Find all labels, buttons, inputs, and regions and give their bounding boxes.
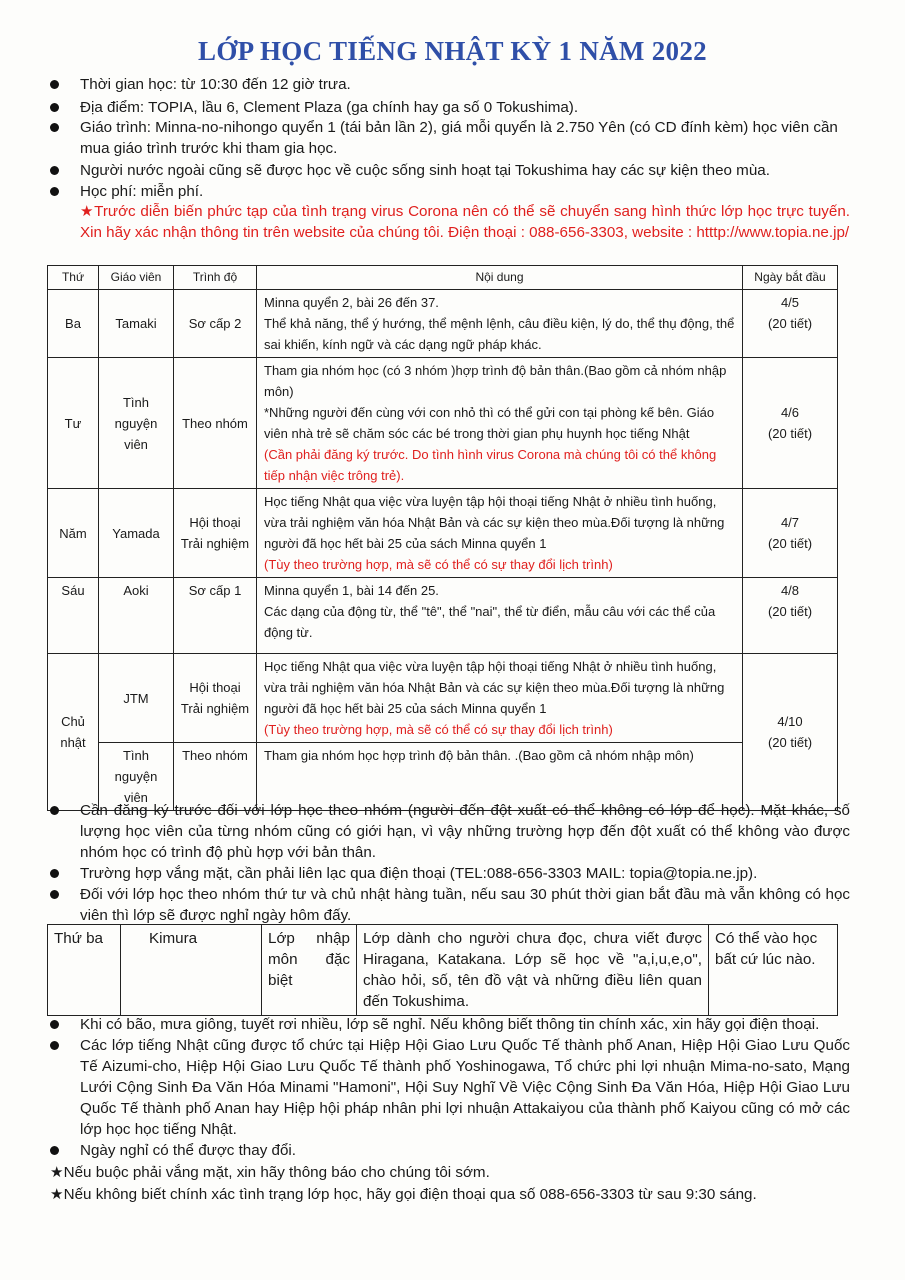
info-location: Địa điểm: TOPIA, lầu 6, Clement Plaza (ga chính hay ga số 0 Tokushima). bbox=[80, 97, 850, 118]
content-warning: (Tùy theo trường hợp, mà sẽ có thể có sự thay đổi lịch trình) bbox=[264, 722, 613, 737]
start-date: 4/5 bbox=[780, 295, 800, 310]
corona-notice: ★Trước diễn biến phức tạp của tình trạng virus Corona nên có thể sẽ chuyển sang hình thức lớp học trực tuyến. Xin hãy xác nhận thông tin trên website của chúng tôi. Điện thoại : 088-656-3303, website : htttp://www.topia.ne.jp/ bbox=[80, 203, 850, 241]
col-header-day: Thứ bbox=[48, 266, 99, 290]
content-cell: Lớp dành cho người chưa đọc, chưa viết được Hiragana, Katakana. Lớp sẽ học về "a,i,u,e,o", chào hỏi, số, tên đồ vật và những điều liên quan đến Tokushima. bbox=[357, 925, 709, 1016]
table-row bbox=[48, 290, 838, 358]
session-count: (20 tiết) bbox=[767, 426, 813, 441]
col-header-level: Trình độ bbox=[174, 266, 257, 290]
level-cell: Theo nhóm bbox=[174, 743, 257, 811]
note-absence: Trường hợp vắng mặt, cần phải liên lạc qua điện thoại (TEL:088-656-3303 MAIL: topia@topia.ne.jp). bbox=[80, 863, 850, 884]
note-holiday-change: Ngày nghỉ có thể được thay đổi. bbox=[80, 1140, 850, 1161]
content-cell bbox=[257, 489, 743, 578]
level-cell: Hội thoại Trải nghiệm bbox=[174, 654, 257, 743]
teacher-cell: JTM bbox=[99, 654, 174, 743]
col-header-teacher: Giáo viên bbox=[99, 266, 174, 290]
content-cell bbox=[257, 290, 743, 358]
note-other-classes: Các lớp tiếng Nhật cũng được tổ chức tại Hiệp Hội Giao Lưu Quốc Tế thành phố Anan, Hiệp Hội Giao Lưu Quốc Tế Aizumi-cho, Hiệp Hội Giao Lưu Quốc Tế thành phố Yoshinogawa, Tổ chức phi lợi nhuận Mima-no-sato, Mạng Lưới Cộng Sinh Đa Văn Hóa Minami "Hamoni", Hội Suy Nghĩ Về Việc Cộng Sinh Đa Văn Hóa, Hiệp Hội Giao Lưu Quốc Tế thành phố Anan hay Hiệp hội pháp nhân phi lợi nhuận Attakaiyou của thành phố Kaiyou cũng có mở các lớp học học tiếng Nhật. bbox=[80, 1037, 850, 1138]
schedule-table bbox=[47, 265, 838, 811]
level-cell: Hội thoại Trải nghiệm bbox=[174, 489, 257, 578]
content-warning: (Tùy theo trường hợp, mà sẽ có thể có sự thay đổi lịch trình) bbox=[264, 557, 613, 572]
table-row bbox=[48, 358, 838, 489]
teacher-cell: Kimura bbox=[121, 925, 262, 1016]
content-text: Tham gia nhóm học (có 3 nhóm )hợp trình độ bản thân.(Bao gồm cả nhóm nhập môn) *Những người đến cùng với con nhỏ thì có thể gửi con tại phòng kế bên. Giáo viên nhà trẻ sẽ chăm sóc các bé trong thời gian phụ huynh học tiếng Nhật bbox=[264, 363, 727, 441]
day-cell: Sáu bbox=[48, 578, 99, 654]
content-text: Minna quyển 1, bài 14 đến 25. Các dạng của động từ, thể "tê", thể "nai", thể từ điển, mẫu câu với các thể của động từ. bbox=[264, 583, 716, 640]
start-cell bbox=[743, 489, 838, 578]
level-cell: Theo nhóm bbox=[174, 358, 257, 489]
teacher-cell: Tình nguyện viên bbox=[99, 743, 174, 811]
info-time: Thời gian học: từ 10:30 đến 12 giờ trưa. bbox=[80, 74, 850, 95]
table-row bbox=[48, 654, 838, 743]
day-cell: Năm bbox=[48, 489, 99, 578]
info-textbook: Giáo trình: Minna-no-nihongo quyển 1 (tái bản lần 2), giá mỗi quyển là 2.750 Yên (có CD đính kèm) học viên cần mua giáo trình trước khi tham gia học. bbox=[80, 117, 850, 159]
note-cell: Có thể vào học bất cứ lúc nào. bbox=[709, 925, 838, 1016]
day-cell: Tư bbox=[48, 358, 99, 489]
start-date: 4/7 bbox=[780, 515, 800, 530]
start-date: 4/6 bbox=[780, 405, 800, 420]
col-header-start: Ngày bắt đầu bbox=[743, 266, 838, 290]
content-text: Minna quyển 2, bài 26 đến 37. Thể khả năng, thể ý hướng, thể mệnh lệnh, câu điều kiện, lý do, thể thụ động, thể sai khiến, kính ngữ và các dạng ngữ pháp khác. bbox=[264, 295, 735, 352]
teacher-cell: Yamada bbox=[99, 489, 174, 578]
note-cancel: Đối với lớp học theo nhóm thứ tư và chủ nhật hàng tuần, nếu sau 30 phút thời gian bắt đầu mà vẫn không có học viên thì lớp sẽ được nghỉ ngày hôm đấy. bbox=[80, 886, 850, 924]
note-registration: Cần đăng ký trước đối với lớp học theo nhóm (người đến đột xuất có thể không có lớp để học). Mặt khác, số lượng học viên của từng nhóm cũng có giới hạn, vì vậy những trường hợp đến đột xuất có thể không vào được nhóm học có trình độ phù hợp với bản thân. bbox=[80, 802, 850, 861]
info-culture: Người nước ngoài cũng sẽ được học về cuộc sống sinh hoạt tại Tokushima hay các sự kiện theo mùa. bbox=[80, 160, 850, 181]
level-cell: Sơ cấp 1 bbox=[174, 578, 257, 654]
start-date: 4/10 bbox=[777, 714, 803, 729]
page-title: LỚP HỌC TIẾNG NHẬT KỲ 1 NĂM 2022 bbox=[198, 36, 707, 66]
table-row bbox=[48, 489, 838, 578]
session-count: (20 tiết) bbox=[767, 604, 813, 619]
info-fee: Học phí: miễn phí. bbox=[80, 181, 850, 202]
start-date: 4/8 bbox=[780, 583, 800, 598]
level-cell: Sơ cấp 2 bbox=[174, 290, 257, 358]
star-note-absence: ★Nếu buộc phải vắng mặt, xin hãy thông báo cho chúng tôi sớm. bbox=[50, 1164, 490, 1181]
session-count: (20 tiết) bbox=[767, 735, 813, 750]
content-text: Tham gia nhóm học hợp trình độ bản thân. .(Bao gồm cả nhóm nhập môn) bbox=[264, 748, 694, 763]
teacher-cell: Tình nguyện viên bbox=[99, 358, 174, 489]
content-cell bbox=[257, 654, 743, 743]
day-cell: Thứ ba bbox=[48, 925, 121, 1016]
teacher-cell: Aoki bbox=[99, 578, 174, 654]
start-cell bbox=[743, 654, 838, 811]
table-row bbox=[48, 578, 838, 654]
content-warning: (Cần phải đăng ký trước. Do tình hình virus Corona mà chúng tôi có thể không tiếp nhận việc trông trẻ). bbox=[264, 447, 717, 483]
content-cell bbox=[257, 578, 743, 654]
start-cell bbox=[743, 578, 838, 654]
beginner-table bbox=[47, 924, 838, 1016]
content-cell bbox=[257, 358, 743, 489]
col-header-content: Nội dung bbox=[257, 266, 743, 290]
content-text: Học tiếng Nhật qua việc vừa luyện tập hội thoại tiếng Nhật ở nhiều tình huống, vừa trải nghiệm văn hóa Nhật Bản và các sự kiện theo mùa.Đối tượng là những người đã học hết bài 25 của sách Minna quyển 1 bbox=[264, 659, 725, 716]
day-cell: Ba bbox=[48, 290, 99, 358]
teacher-cell: Tamaki bbox=[99, 290, 174, 358]
content-text: Học tiếng Nhật qua việc vừa luyện tập hội thoại tiếng Nhật ở nhiều tình huống, vừa trải nghiệm văn hóa Nhật Bản và các sự kiện theo mùa.Đối tượng là những người đã học hết bài 25 của sách Minna quyển 1 bbox=[264, 494, 725, 551]
table-row bbox=[48, 925, 838, 1016]
table-header-row bbox=[48, 266, 838, 290]
session-count: (20 tiết) bbox=[767, 316, 813, 331]
note-weather: Khi có bão, mưa giông, tuyết rơi nhiều, lớp sẽ nghỉ. Nếu không biết thông tin chính xác, xin hãy gọi điện thoại. bbox=[80, 1014, 850, 1035]
level-cell: Lớp nhập môn đặc biệt bbox=[262, 925, 357, 1016]
start-cell bbox=[743, 290, 838, 358]
start-cell bbox=[743, 358, 838, 489]
star-note-phone: ★Nếu không biết chính xác tình trạng lớp học, hãy gọi điện thoại qua số 088-656-3303 từ sau 9:30 sáng. bbox=[50, 1186, 757, 1203]
session-count: (20 tiết) bbox=[767, 536, 813, 551]
day-cell: Chủ nhật bbox=[48, 654, 99, 811]
